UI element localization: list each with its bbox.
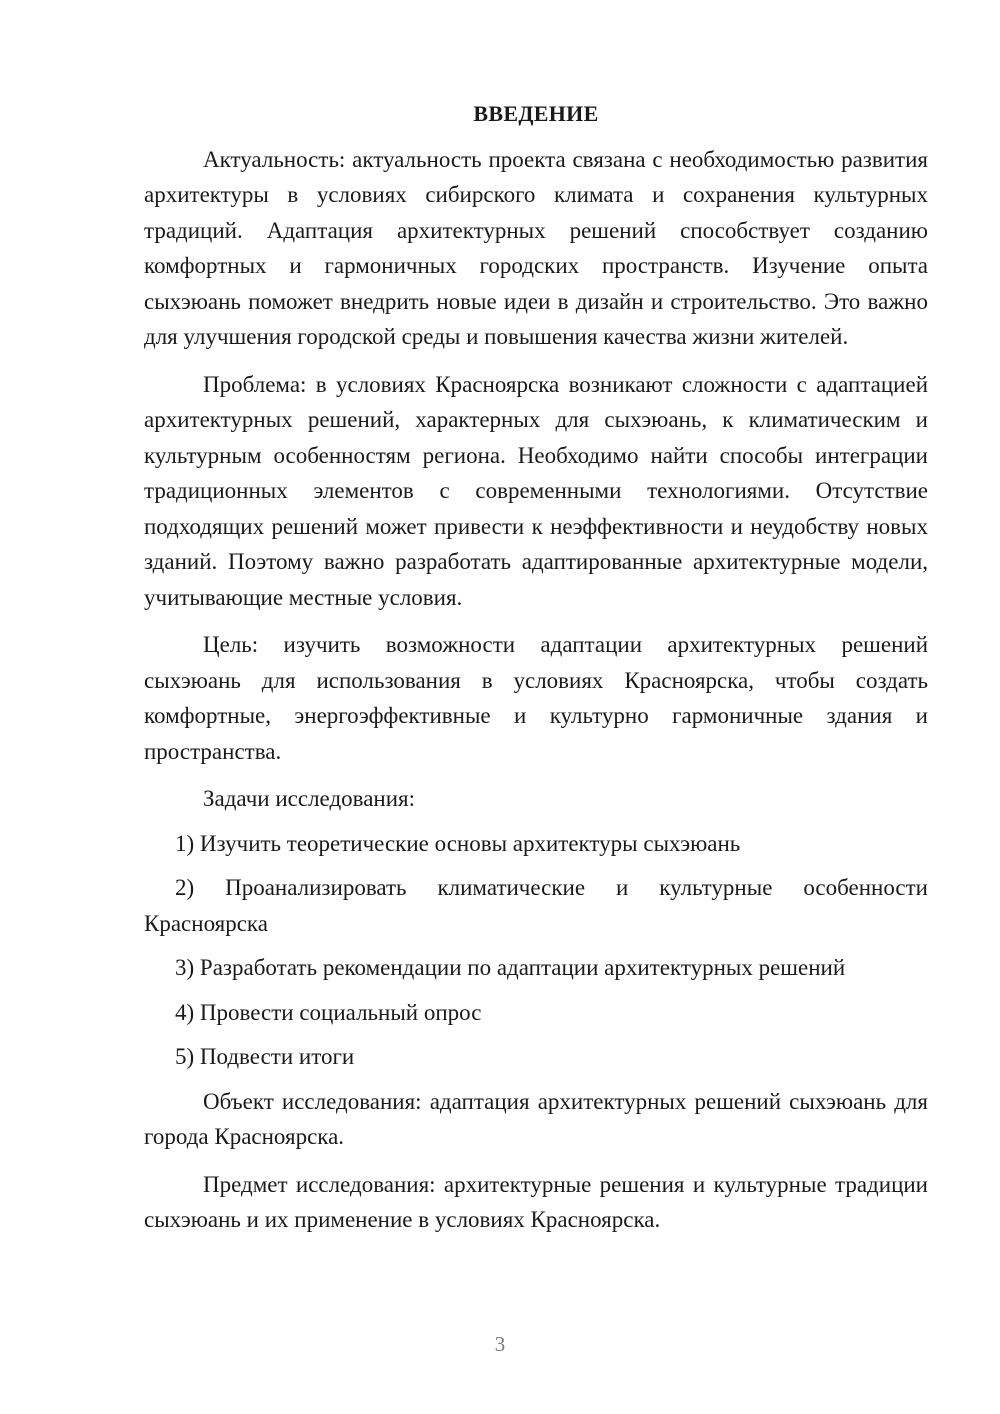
tasks-heading: Задачи исследования:	[203, 786, 416, 811]
page-number: 3	[494, 1332, 506, 1356]
problem-paragraph: Проблема: в условиях Красноярска возникают сложности с адаптацией архитектурных решений, характерных для сыхэюань, к климатическим и культурным особенностям региона. Необходимо найти способы интеграции традиционных элементов с современными технологиями. Отсутствие подходящих решений может привести к неэффективности и неудобству новых зданий. Поэтому важно разработать адаптированные архитектурные модели, учитывающие местные условия.	[144, 371, 928, 610]
goal-paragraph: Цель: изучить возможности адаптации архитектурных решений сыхэюань для использования в условиях Красноярска, чтобы создать комфортные, энергоэффективные и культурно гармоничные здания и пространства.	[144, 632, 928, 764]
task-item-4: 4) Провести социальный опрос	[175, 999, 482, 1025]
object-paragraph: Объект исследования: адаптация архитектурных решений сыхэюань для города Красноярска.	[144, 1088, 928, 1149]
page-title: ВВЕДЕНИЕ	[473, 101, 599, 126]
task-item-2: 2) Проанализировать климатические и культурные особенности Красноярска	[144, 875, 928, 936]
task-item-5: 5) Подвести итоги	[175, 1044, 355, 1069]
subject-paragraph: Предмет исследования: архитектурные решения и культурные традиции сыхэюань и их применение в условиях Красноярска.	[144, 1171, 928, 1232]
task-item-1: 1) Изучить теоретические основы архитектуры сыхэюань	[175, 830, 741, 856]
document-page	[144, 96, 928, 1250]
relevance-paragraph: Актуальность: актуальность проекта связана с необходимостью развития архитектуры в условиях сибирского климата и сохранения культурных традиций. Адаптация архитектурных решений способствует созданию комфортных и гармоничных городских пространств. Изучение опыта сыхэюань поможет внедрить новые идеи в дизайн и строительство. Это важно для улучшения городской среды и повышения качества жизни жителей.	[144, 146, 928, 349]
task-item-3: 3) Разработать рекомендации по адаптации архитектурных решений	[175, 955, 846, 980]
